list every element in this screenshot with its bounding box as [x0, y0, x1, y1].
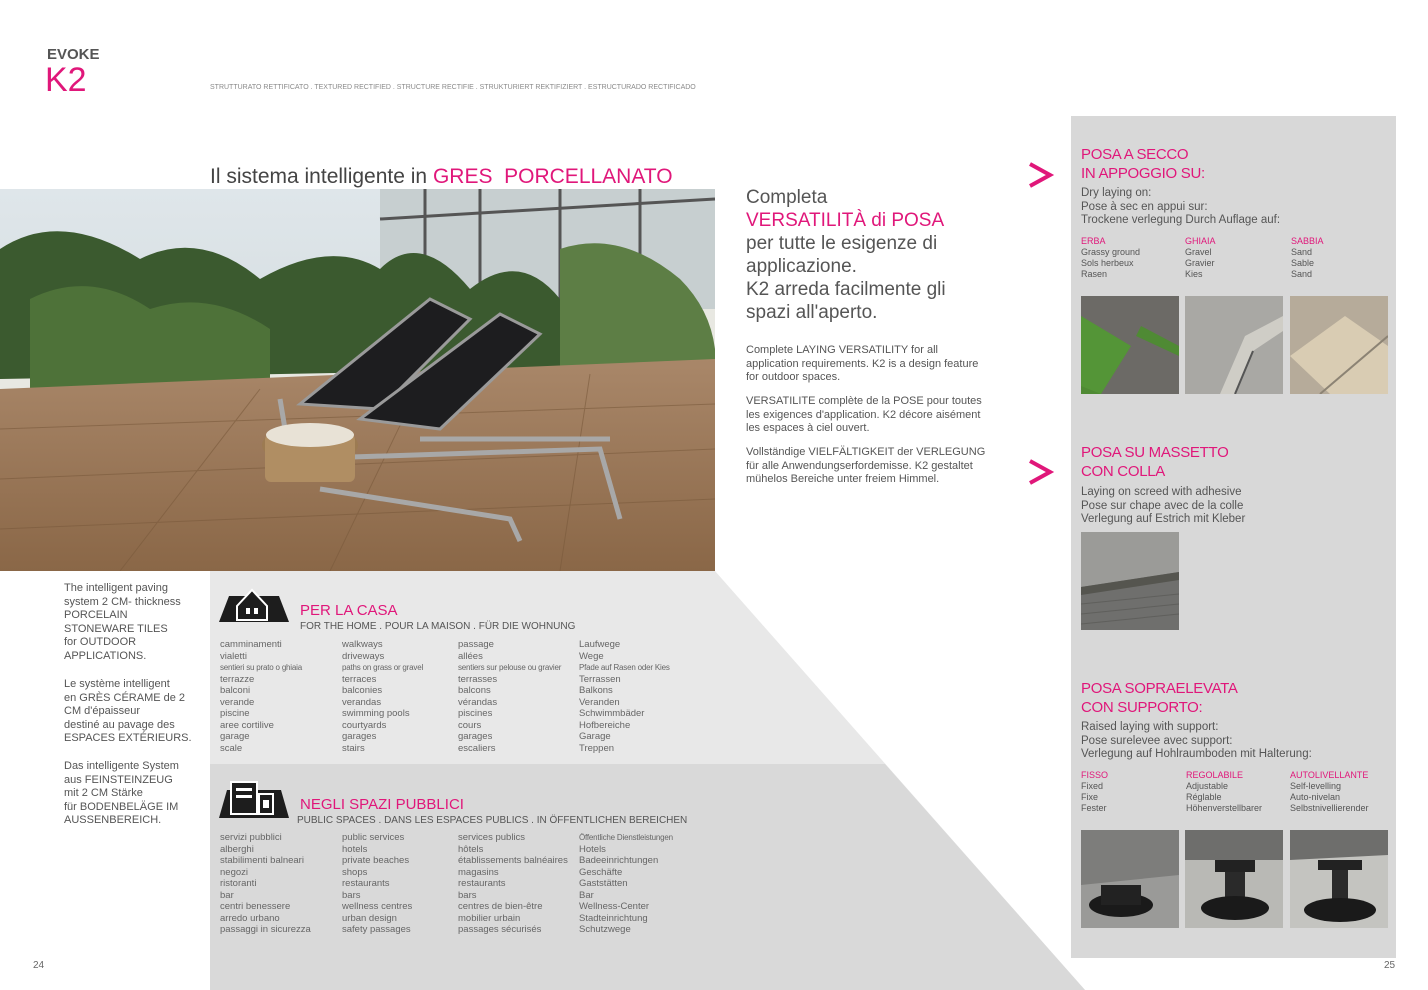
versatility-en: Complete LAYING VERSATILITY for all application requirements. K2 is a design feature for outdoor spaces. [746, 344, 979, 383]
dry-laying-desc: Dry laying on: Pose à sec en appui sur: Trockene verlegung Durch Auflage auf: [1081, 187, 1281, 226]
gravel-tile-image [1185, 296, 1283, 394]
terrace-photo [0, 189, 715, 571]
sand-tile-image [1290, 296, 1388, 394]
product-name: K2 [45, 61, 87, 99]
versatility-de: Vollständige VIELFÄLTIGKEIT der VERLEGUNG für alle Anwendungserfordemisse. K2 gestaltet mühelos Bereiche unter freiem Himmel. [746, 446, 986, 485]
public-list-en: public services hotels private beaches shops restaurants bars wellness centres urban design safety passages [342, 832, 413, 935]
self-levelling-support-image [1290, 830, 1388, 928]
screed-laying-desc: Laying on screed with adhesive Pose sur chape avec de la colle Verlegung auf Estrich mit Kleber [1081, 486, 1246, 525]
grass-label: ERBA Grassy ground Sols herbeux Rasen [1081, 236, 1141, 279]
adjustable-support-image [1185, 830, 1283, 928]
section-home-title: PER LA CASA [300, 602, 398, 619]
page-number-right: 25 [1384, 960, 1396, 971]
public-list-it: servizi pubblici alberghi stabilimenti balneari negozi ristoranti bar centri benessere arredo urbano passaggi in sicurezza [220, 832, 311, 935]
finish-subline: STRUTTURATO RETTIFICATO . TEXTURED RECTIFIED . STRUCTURE RECTIFIE . STRUKTURIERT REKTIFIZIERT . ESTRUCTURADO RECTIFICADO [210, 84, 696, 91]
public-list-fr: services publics hôtels établissements balnéaires magasins restaurants bars centres de bien-être mobilier urbain passages sécurisés [458, 832, 568, 935]
fixed-support-image [1081, 830, 1179, 928]
dry-laying-title: POSA A SECCO IN APPOGGIO SU: [1081, 146, 1205, 182]
section-home-subtitle: FOR THE HOME . POUR LA MAISON . FÜR DIE WOHNUNG [300, 621, 576, 632]
grass-tile-image [1081, 296, 1179, 394]
screed-tile-image [1081, 532, 1179, 630]
home-list-it: camminamenti vialetti sentieri su prato o ghiaia terrazze balconi verande piscine aree cortilive garage scale [220, 639, 302, 754]
headline: Il sistema intelligente in GRES PORCELLANATO [210, 165, 673, 188]
chevron-right-icon [1026, 160, 1056, 190]
section-public-subtitle: PUBLIC SPACES . DANS LES ESPACES PUBLICS . IN ÖFFENTLICHEN BEREICHEN [297, 815, 688, 826]
series-name: EVOKE [47, 46, 100, 63]
adjustable-label: REGOLABILE Adjustable Réglable Höhenverstellbarer [1186, 770, 1263, 813]
section-public-title: NEGLI SPAZI PUBBLICI [300, 796, 464, 813]
self-levelling-label: AUTOLIVELLANTE Self-levelling Auto-nivelan Selbstnivellierender [1290, 770, 1369, 813]
intro-fr: Le système intelligent en GRÈS CÉRAME de 2 CM d'épaisseur destiné au pavage des ESPACES EXTÉRIEURS. [64, 678, 192, 744]
home-list-en: walkways driveways paths on grass or gravel terraces balconies verandas swimming pools courtyards garages stairs [342, 639, 424, 754]
page-number-left: 24 [33, 960, 45, 971]
raised-laying-desc: Raised laying with support: Pose surelevee avec support: Verlegung auf Hohlraumboden mit Halterung: [1081, 721, 1312, 760]
home-list-de: Laufwege Wege Pfade auf Rasen oder Kies Terrassen Balkons Veranden Schwimmbäder Hofbereiche Garage Treppen [579, 639, 670, 754]
sand-label: SABBIA Sand Sable Sand [1291, 236, 1324, 279]
public-list-de: Öffentliche Dienstleistungen Hotels Badeeinrichtungen Geschäfte Gaststätten Bar Wellness-Center Stadteinrichtung Schutzwege [579, 833, 673, 935]
fixed-label: FISSO Fixed Fixe Fester [1081, 770, 1109, 813]
gravel-label: GHIAIA Gravel Gravier Kies [1185, 236, 1216, 279]
home-list-fr: passage allées sentiers sur pelouse ou gravier terrasses balcons vérandas piscines cours garages escaliers [458, 639, 562, 754]
house-icon [219, 584, 289, 634]
screed-laying-title: POSA SU MASSETTO CON COLLA [1081, 444, 1229, 480]
versatility-fr: VERSATILITE complète de la POSE pour toutes les exigences d'application. K2 décore aisément les espaces à ciel ouvert. [746, 395, 982, 434]
intro-en: The intelligent paving system 2 CM- thickness PORCELAIN STONEWARE TILES for OUTDOOR APPLICATIONS. [64, 582, 181, 662]
raised-laying-title: POSA SOPRAELEVATA CON SUPPORTO: [1081, 680, 1238, 716]
building-icon [219, 778, 289, 828]
versatility-headline: Completa VERSATILITÀ di POSA per tutte le esigenze di applicazione. K2 arreda facilmente gli spazi all'aperto. [746, 187, 946, 323]
intro-de: Das intelligente System aus FEINSTEINZEUG mit 2 CM Stärke für BODENBELÄGE IM AUSSENBEREICH. [64, 760, 179, 826]
chevron-right-icon [1026, 457, 1056, 487]
